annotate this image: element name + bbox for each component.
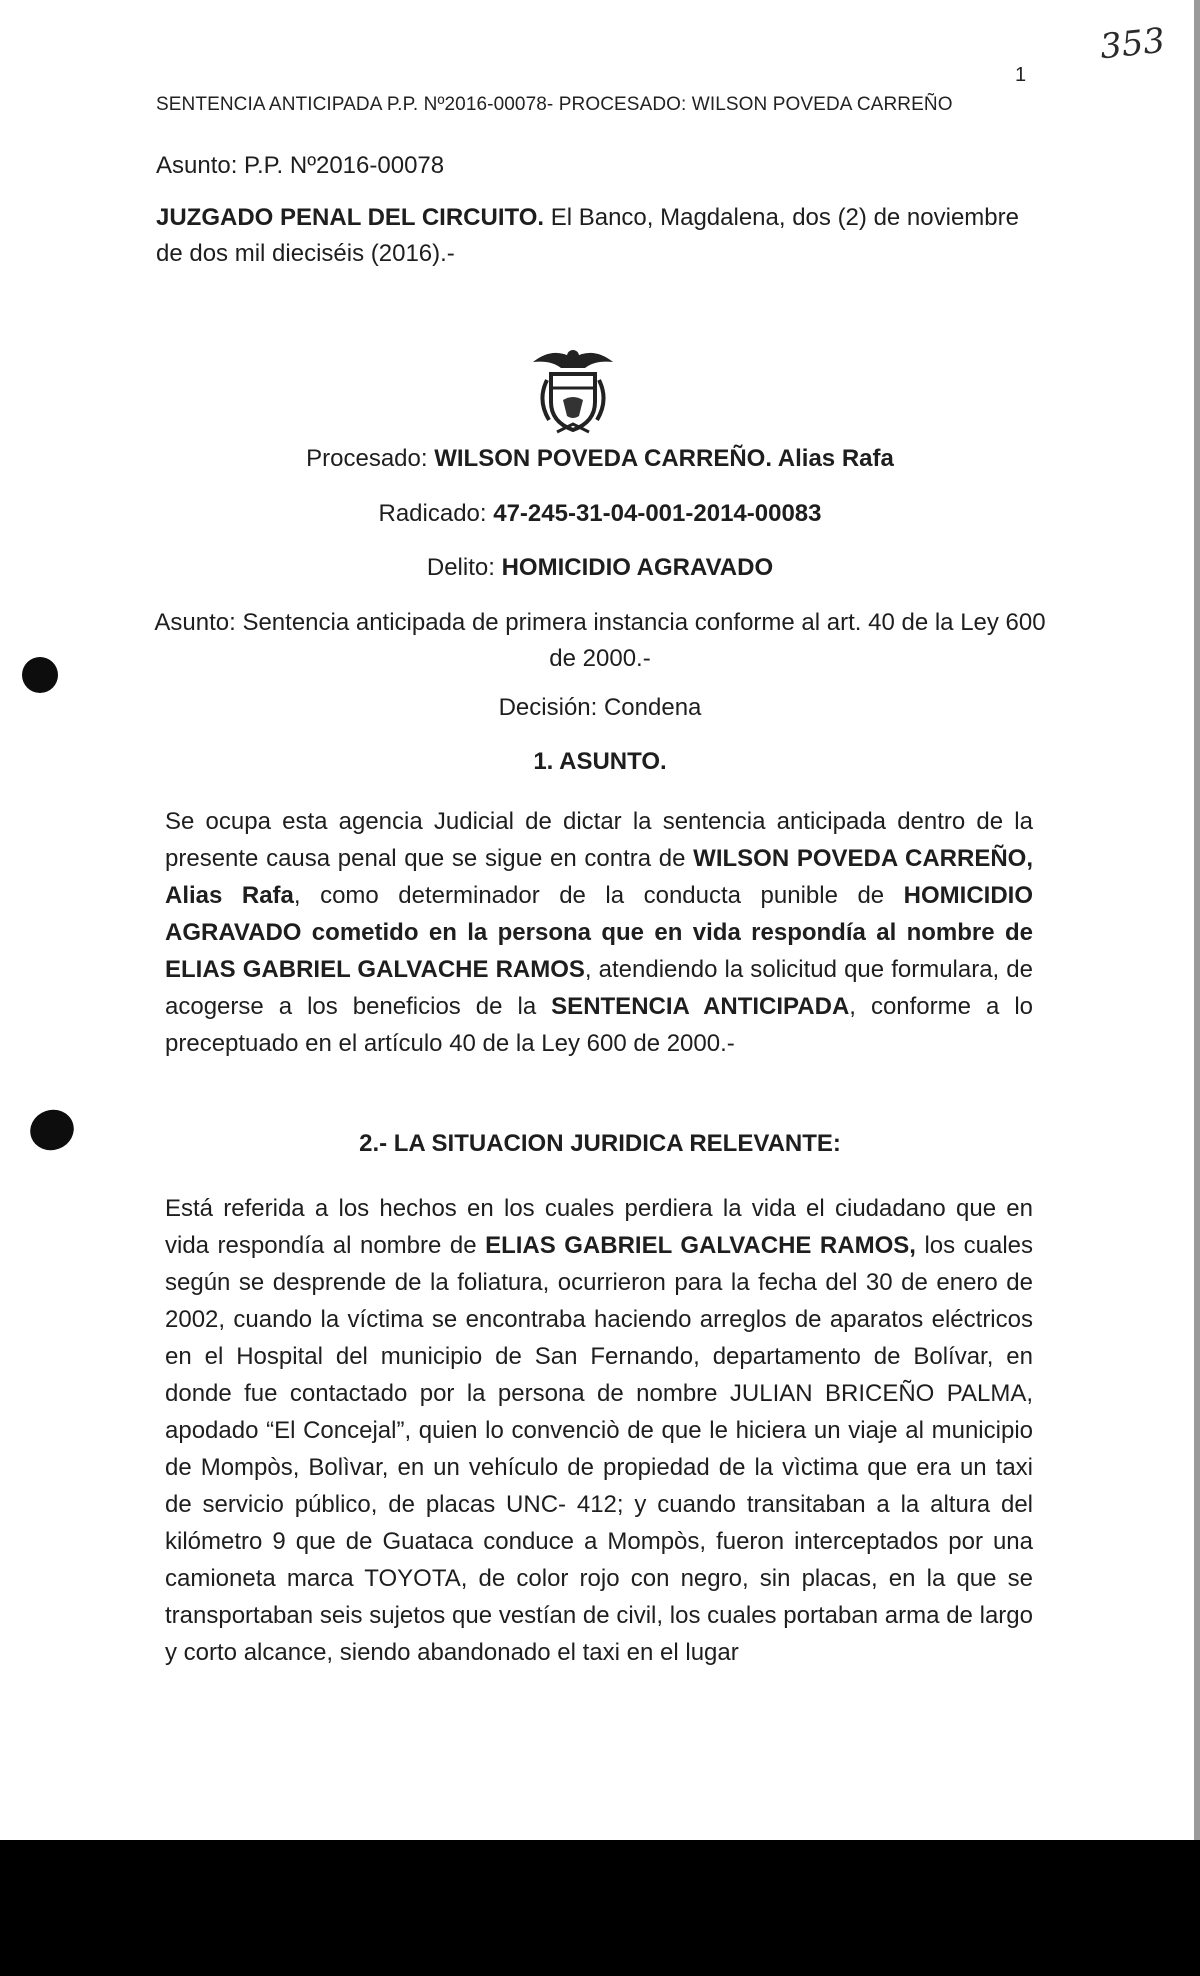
- section-title-situacion-juridica: 2.- LA SITUACION JURIDICA RELEVANTE:: [359, 1130, 841, 1157]
- scan-edge-shadow: [1194, 0, 1200, 1840]
- text-run: , atendiendo la solicitud que formulara, de acogerse a los beneficios de la: [165, 956, 1033, 1020]
- scan-bottom-border: [0, 1840, 1200, 1976]
- paragraph-situacion: [165, 1190, 1033, 1671]
- coat-of-arms-icon: [523, 340, 623, 440]
- bold-run: HOMICIDIO AGRAVADO cometido en la persona que en vida respondía al nombre de ELIAS GABRIEL GALVACHE RAMOS: [165, 882, 1033, 983]
- handwritten-folio-number: 353: [1098, 20, 1167, 68]
- punch-hole-mark: [24, 1104, 79, 1157]
- text-run: Se ocupa esta agencia Judicial de dictar la sentencia anticipada dentro de la presente causa penal que se sigue en contra de: [165, 808, 1033, 872]
- procesado-label: Procesado:: [306, 445, 435, 472]
- court-place-date: El Banco, Magdalena, dos (2) de noviembre de dos mil dieciséis (2016).-: [156, 204, 1019, 267]
- radicado-value: 47-245-31-04-001-2014-00083: [493, 500, 822, 527]
- punch-hole-mark: [22, 657, 58, 693]
- text-run: Está referida a los hechos en los cuales perdiera la vida el ciudadano que en vida respondía al nombre de: [165, 1195, 1033, 1259]
- section-title-asunto: 1. ASUNTO.: [533, 748, 667, 775]
- procesado-line: [150, 445, 1050, 473]
- delito-line: [150, 554, 1050, 582]
- text-run: , conforme a lo preceptuado en el artículo 40 de la Ley 600 de 2000.-: [165, 993, 1033, 1057]
- delito-value: HOMICIDIO AGRAVADO: [501, 554, 774, 581]
- bold-run: ELIAS GABRIEL GALVACHE RAMOS,: [485, 1232, 916, 1259]
- procesado-value: WILSON POVEDA CARREÑO. Alias Rafa: [434, 445, 894, 472]
- bold-run: WILSON POVEDA CARREÑO, Alias Rafa: [165, 845, 1033, 909]
- text-run: los cuales según se desprende de la foliatura, ocurrieron para la fecha del 30 de enero de 2002, cuando la víctima se encontraba haciendo arreglos de aparatos eléctricos en el Hospital del municipio de San Fernando, departamento de Bolívar, en donde fue contactado por la persona de nombre JULIAN BRICEÑO PALMA, apodado “El Concejal”, quien lo convenciò de que le hiciera un viaje al municipio de Mompòs, Bolìvar, en un vehículo de propiedad de la vìctima que era un taxi de servicio público, de placas UNC- 412; y cuando transitaban a la altura del kilómetro 9 que de Guataca conduce a Mompòs, fueron interceptados por una camioneta marca TOYOTA, de color rojo con negro, sin placas, en la que se transportaban seis sujetos que vestían de civil, los cuales portaban arma de largo y corto alcance, siendo abandonado el taxi en el lugar: [165, 1232, 1034, 1666]
- text-run: , como determinador de la conducta punible de: [293, 882, 904, 909]
- radicado-label: Radicado:: [378, 500, 494, 527]
- court-name: JUZGADO PENAL DEL CIRCUITO.: [156, 204, 545, 231]
- decision-line: Decisión: Condena: [498, 694, 702, 721]
- paragraph-asunto: [165, 803, 1033, 1062]
- running-header: SENTENCIA ANTICIPADA P.P. Nº2016-00078- PROCESADO: WILSON POVEDA CARREÑO: [156, 94, 953, 115]
- case-reference: Asunto: P.P. Nº2016-00078: [156, 152, 445, 179]
- delito-label: Delito:: [426, 554, 502, 581]
- page-number: 1: [1015, 64, 1027, 86]
- asunto-line: Asunto: Sentencia anticipada de primera instancia conforme al art. 40 de la Ley 600 de 2000.-: [154, 609, 1046, 672]
- court-and-date: [156, 200, 1036, 272]
- bold-run: SENTENCIA ANTICIPADA: [551, 993, 850, 1020]
- radicado-line: [150, 500, 1050, 528]
